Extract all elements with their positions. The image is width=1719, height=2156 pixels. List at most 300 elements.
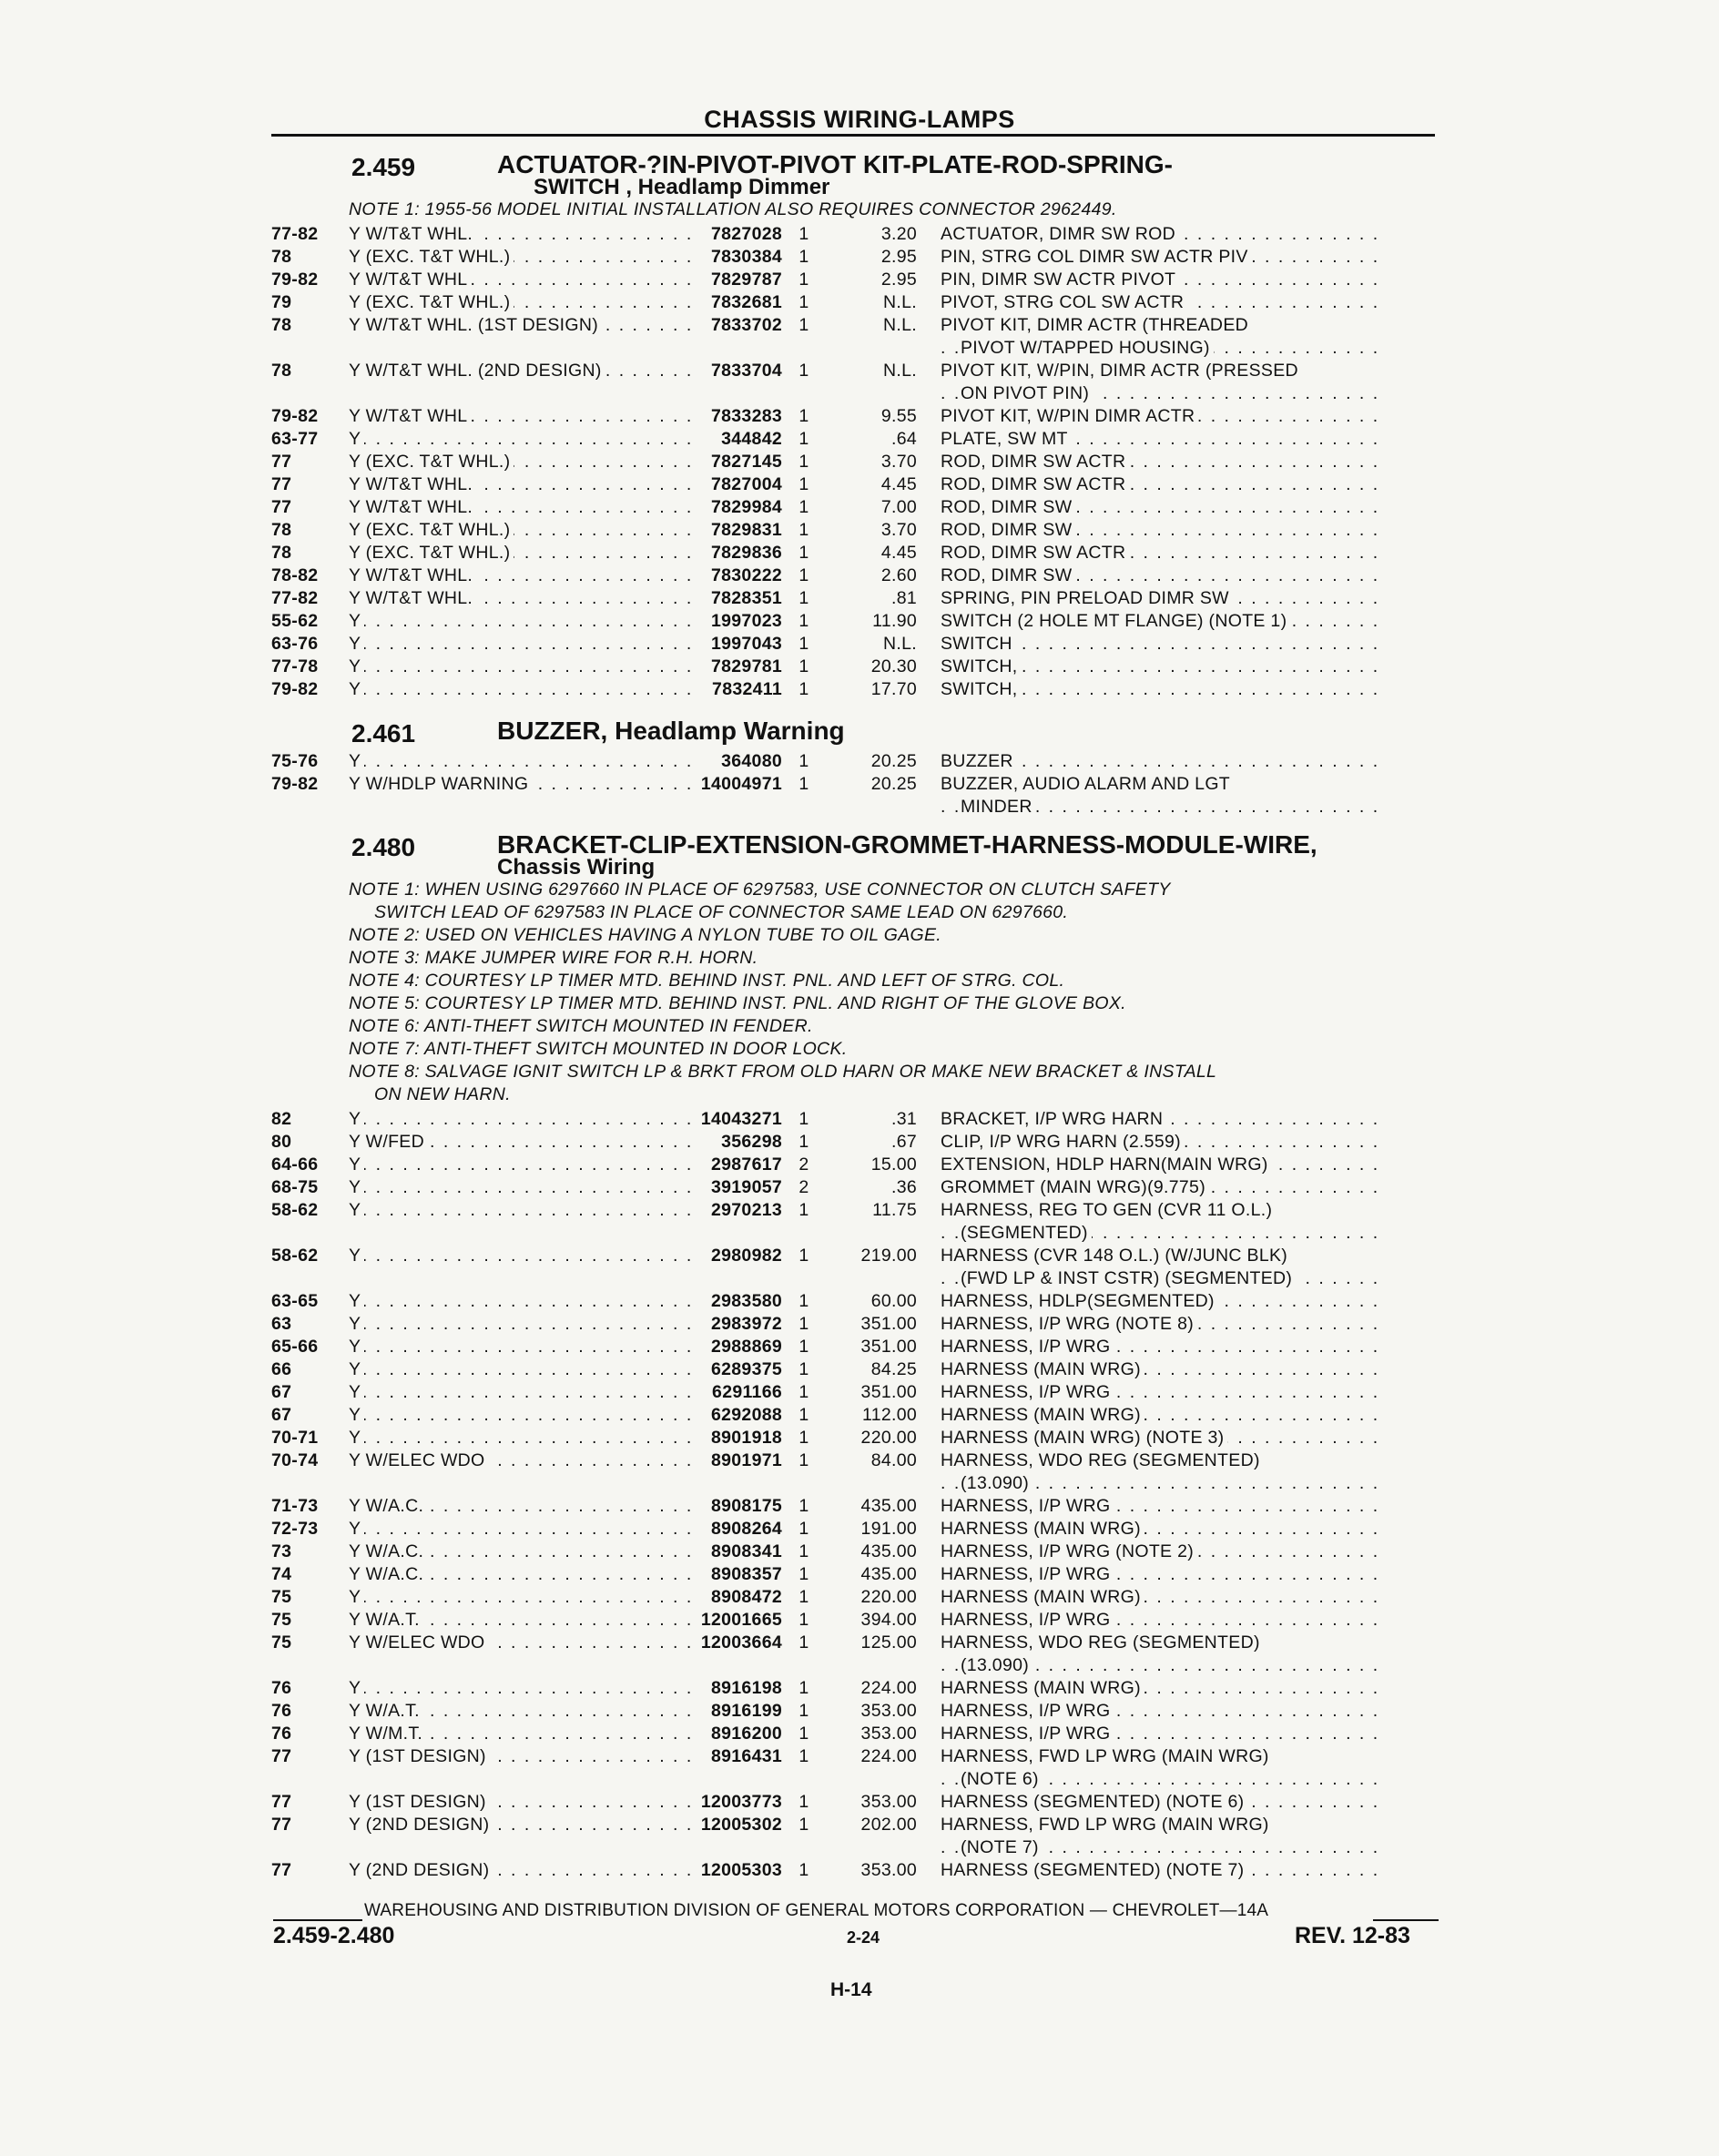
description-line <box>941 633 1387 656</box>
section-heading <box>271 830 1455 880</box>
description-line <box>941 1449 1387 1472</box>
description-text: ACTUATOR, DIMR SW ROD <box>941 224 1179 244</box>
application <box>349 291 691 314</box>
note-line: NOTE 6: ANTI-THEFT SWITCH MOUNTED IN FENDER. <box>349 1016 813 1036</box>
section-subtitle: SWITCH , Headlamp Dimmer <box>534 175 830 199</box>
section-number: 2.480 <box>351 833 416 861</box>
application <box>349 1358 691 1381</box>
list-price: 4.45 <box>880 543 917 563</box>
page-title: CHASSIS WIRING-LAMPS <box>704 106 1015 133</box>
application-text: Y <box>349 1428 364 1448</box>
table-row <box>271 610 1455 633</box>
application-text: Y <box>349 679 364 699</box>
description-line <box>941 1791 1387 1814</box>
application <box>349 587 691 610</box>
part-number: 8908472 <box>710 1587 782 1607</box>
quantity: 1 <box>798 656 809 676</box>
application-text: Y <box>349 1200 364 1220</box>
application-text: Y <box>349 656 364 676</box>
application-text: Y (1ST DESIGN) <box>349 1746 490 1766</box>
description <box>917 1313 1387 1336</box>
description-line <box>941 678 1387 701</box>
quantity: 1 <box>798 679 809 699</box>
description-text: SWITCH, <box>941 656 1021 676</box>
model-years: 58-62 <box>271 1200 319 1220</box>
description-text: BRACKET, I/P WRG HARN <box>941 1109 1166 1129</box>
application-text: Y <box>349 1177 364 1197</box>
description-line <box>941 1745 1387 1768</box>
quantity: 1 <box>798 565 809 585</box>
application <box>349 360 691 405</box>
list-price: 9.55 <box>880 406 917 426</box>
description-text: ROD, DIMR SW <box>941 520 1075 540</box>
quantity: 1 <box>798 1632 809 1653</box>
part-number: 2983580 <box>710 1291 782 1311</box>
model-years: 67 <box>271 1405 292 1425</box>
section-2-459 <box>271 150 1455 701</box>
description <box>917 1700 1387 1723</box>
quantity: 2 <box>798 1154 809 1175</box>
table-row <box>271 1131 1455 1154</box>
description-text: HARNESS, I/P WRG <box>941 1724 1114 1744</box>
part-number: 12005303 <box>700 1860 782 1880</box>
list-price: N.L. <box>883 361 917 381</box>
quantity: 1 <box>798 452 809 472</box>
application <box>349 1313 691 1336</box>
description <box>917 1791 1387 1814</box>
part-number: 2980982 <box>710 1246 782 1266</box>
application <box>349 473 691 496</box>
model-years: 79-82 <box>271 774 319 794</box>
list-price: 353.00 <box>860 1860 917 1880</box>
description <box>917 564 1387 587</box>
quantity: 1 <box>798 1405 809 1425</box>
section-title: ACTUATOR-?IN-PIVOT-PIVOT KIT-PLATE-ROD-SPRING- <box>497 150 1173 178</box>
description-text: SWITCH (2 HOLE MT FLANGE) (NOTE 1) <box>941 611 1290 631</box>
model-years: 79-82 <box>271 679 319 699</box>
part-number: 14043271 <box>700 1109 782 1129</box>
table-row <box>271 428 1455 451</box>
quantity: 1 <box>798 429 809 449</box>
application <box>349 1609 691 1632</box>
model-years: 70-71 <box>271 1428 319 1448</box>
description <box>917 1404 1387 1427</box>
description-line <box>941 451 1387 473</box>
list-price: 351.00 <box>860 1314 917 1334</box>
quantity: 1 <box>798 774 809 794</box>
model-years: 75 <box>271 1610 292 1630</box>
description-text: (FWD LP & INST CSTR) (SEGMENTED) <box>961 1268 1296 1288</box>
description <box>917 750 1387 773</box>
description-line <box>941 773 1387 796</box>
part-number: 7829781 <box>710 656 782 676</box>
description <box>917 1677 1387 1700</box>
list-price: 20.25 <box>870 751 917 771</box>
table-row <box>271 451 1455 473</box>
model-years: 77 <box>271 1815 292 1835</box>
quantity: 1 <box>798 497 809 517</box>
application <box>349 678 691 701</box>
description <box>917 1518 1387 1541</box>
list-price: 11.90 <box>872 611 917 631</box>
description-text: HARNESS, I/P WRG <box>941 1382 1114 1402</box>
application-text: Y <box>349 1359 364 1379</box>
list-price: 15.00 <box>870 1154 917 1175</box>
quantity: 1 <box>798 1587 809 1607</box>
list-price: 220.00 <box>860 1428 917 1448</box>
description-text: HARNESS (MAIN WRG) <box>941 1678 1144 1698</box>
description-line <box>941 1563 1387 1586</box>
description-line <box>941 1609 1387 1632</box>
list-price: 2.95 <box>880 247 917 267</box>
quantity: 1 <box>798 1610 809 1630</box>
description-line <box>941 1222 1387 1245</box>
table-row <box>271 473 1455 496</box>
table-row <box>271 1199 1455 1245</box>
application-text: Y <box>349 1519 364 1539</box>
application-text: Y <box>349 1154 364 1175</box>
model-years: 77 <box>271 474 292 494</box>
description-line <box>941 1108 1387 1131</box>
description <box>917 1541 1387 1563</box>
description-line <box>941 1176 1387 1199</box>
description <box>917 1131 1387 1154</box>
model-years: 67 <box>271 1382 292 1402</box>
description-line <box>941 1427 1387 1449</box>
application <box>349 496 691 519</box>
application <box>349 542 691 564</box>
model-years: 78-82 <box>271 565 319 585</box>
section-heading <box>271 150 1455 199</box>
application-text: Y W/A.C. <box>349 1564 427 1584</box>
description <box>917 451 1387 473</box>
application <box>349 1745 691 1791</box>
application-text: Y <box>349 1678 364 1698</box>
description-line <box>941 1836 1387 1859</box>
list-price: 3.20 <box>880 224 917 244</box>
model-years: 78 <box>271 520 292 540</box>
section-notes <box>349 198 1455 221</box>
quantity: 1 <box>798 1724 809 1744</box>
model-years: 77 <box>271 452 292 472</box>
description <box>917 519 1387 542</box>
part-number: 12003773 <box>700 1792 782 1812</box>
description-line <box>941 1814 1387 1836</box>
list-price: N.L. <box>883 634 917 654</box>
list-price: 20.30 <box>870 656 917 676</box>
list-price: 435.00 <box>860 1496 917 1516</box>
part-number: 7829836 <box>710 543 782 563</box>
table-row <box>271 1791 1455 1814</box>
application <box>349 750 691 773</box>
table-row <box>271 1563 1455 1586</box>
description-line <box>941 542 1387 564</box>
part-number: 356298 <box>721 1132 782 1152</box>
model-years: 66 <box>271 1359 292 1379</box>
application-text: Y <box>349 1337 364 1357</box>
parts-table <box>271 223 1455 701</box>
description-line <box>941 360 1387 382</box>
description <box>917 1632 1387 1677</box>
part-number: 6289375 <box>710 1359 782 1379</box>
part-number: 7833283 <box>710 406 782 426</box>
list-price: 84.00 <box>870 1450 917 1470</box>
application-text: Y W/M.T. <box>349 1724 426 1744</box>
table-row <box>271 291 1455 314</box>
list-price: .36 <box>890 1177 917 1197</box>
quantity: 1 <box>798 634 809 654</box>
application-text: Y (EXC. T&T WHL.) <box>349 292 514 312</box>
part-number: 7827145 <box>710 452 782 472</box>
application-text: Y (EXC. T&T WHL.) <box>349 452 514 472</box>
description <box>917 542 1387 564</box>
description <box>917 633 1387 656</box>
table-row <box>271 633 1455 656</box>
description-text: SWITCH <box>941 634 1016 654</box>
part-number: 7827004 <box>710 474 782 494</box>
application <box>349 1541 691 1563</box>
list-price: 11.75 <box>872 1200 917 1220</box>
description-text: HARNESS (SEGMENTED) (NOTE 6) <box>941 1792 1247 1812</box>
description-text: PIN, STRG COL DIMR SW ACTR PIV <box>941 247 1252 267</box>
description-line <box>941 496 1387 519</box>
part-number: 2970213 <box>710 1200 782 1220</box>
application <box>349 1723 691 1745</box>
part-number: 7832681 <box>710 292 782 312</box>
table-row <box>271 223 1455 246</box>
application <box>349 451 691 473</box>
table-row <box>271 1518 1455 1541</box>
section-number: 2.459 <box>351 153 416 181</box>
application <box>349 223 691 246</box>
application <box>349 1381 691 1404</box>
description <box>917 587 1387 610</box>
model-years: 63-76 <box>271 634 319 654</box>
description-text: HARNESS, WDO REG (SEGMENTED) <box>941 1450 1264 1470</box>
application-text: Y W/A.C. <box>349 1496 427 1516</box>
description <box>917 269 1387 291</box>
table-row <box>271 1449 1455 1495</box>
application <box>349 1632 691 1677</box>
part-number: 7827028 <box>710 224 782 244</box>
quantity: 1 <box>798 1132 809 1152</box>
table-row <box>271 1427 1455 1449</box>
page-number: H-14 <box>830 1979 872 2000</box>
application-text: Y (EXC. T&T WHL.) <box>349 543 514 563</box>
description-line <box>941 1700 1387 1723</box>
model-years: 68-75 <box>271 1177 319 1197</box>
description-line <box>941 473 1387 496</box>
application-text: Y <box>349 429 364 449</box>
description-text: (13.090) <box>961 1655 1032 1675</box>
quantity: 1 <box>798 1519 809 1539</box>
description <box>917 1609 1387 1632</box>
quantity: 1 <box>798 292 809 312</box>
application-text: Y W/T&T WHL. <box>349 588 476 608</box>
application-text: Y <box>349 1291 364 1311</box>
description-line <box>941 405 1387 428</box>
description-text: (SEGMENTED) <box>961 1223 1092 1243</box>
section-2-480 <box>271 830 1455 1882</box>
table-row <box>271 587 1455 610</box>
application <box>349 1586 691 1609</box>
application-text: Y <box>349 1382 364 1402</box>
quantity: 1 <box>798 1541 809 1561</box>
description <box>917 473 1387 496</box>
description-line <box>941 564 1387 587</box>
application <box>349 1176 691 1199</box>
description-text: HARNESS (MAIN WRG) <box>941 1587 1144 1607</box>
application <box>349 1290 691 1313</box>
description-line <box>941 1586 1387 1609</box>
table-row <box>271 1290 1455 1313</box>
model-years: 78 <box>271 543 292 563</box>
description <box>917 1245 1387 1290</box>
model-years: 64-66 <box>271 1154 319 1175</box>
description-text: HARNESS, REG TO GEN (CVR 11 O.L.) <box>941 1200 1276 1220</box>
application-text: Y (EXC. T&T WHL.) <box>349 520 514 540</box>
description-text: HARNESS, FWD LP WRG (MAIN WRG) <box>941 1746 1273 1766</box>
description <box>917 223 1387 246</box>
description-text: HARNESS (MAIN WRG) <box>941 1519 1144 1539</box>
part-number: 8916198 <box>710 1678 782 1698</box>
part-number: 1997043 <box>710 634 782 654</box>
description-line <box>941 1336 1387 1358</box>
model-years: 77 <box>271 1746 292 1766</box>
table-row <box>271 1745 1455 1791</box>
description <box>917 1381 1387 1404</box>
application-text: Y W/FED <box>349 1132 428 1152</box>
table-row <box>271 1700 1455 1723</box>
section-heading <box>271 719 1455 748</box>
table-row <box>271 1108 1455 1131</box>
description-line <box>941 1267 1387 1290</box>
application-text: Y W/T&T WHL. <box>349 474 476 494</box>
list-price: 219.00 <box>860 1246 917 1266</box>
list-price: .31 <box>890 1109 917 1129</box>
table-row <box>271 773 1455 819</box>
quantity: 1 <box>798 1450 809 1470</box>
description-text: MINDER <box>961 797 1036 817</box>
description-text: PIVOT KIT, DIMR ACTR (THREADED <box>941 315 1252 335</box>
description-line <box>941 796 1387 819</box>
table-row <box>271 750 1455 773</box>
description-text: BUZZER <box>941 751 1017 771</box>
application-text: Y W/T&T WHL. <box>349 497 476 517</box>
model-years: 72-73 <box>271 1519 319 1539</box>
footer-rule-right <box>1373 1919 1439 1921</box>
model-years: 78 <box>271 315 292 335</box>
description-text: PIVOT KIT, W/PIN DIMR ACTR <box>941 406 1198 426</box>
model-years: 79-82 <box>271 270 319 290</box>
description-line <box>941 1404 1387 1427</box>
application <box>349 1495 691 1518</box>
description-line <box>941 428 1387 451</box>
description-line <box>941 656 1387 678</box>
part-number: 2983972 <box>710 1314 782 1334</box>
section-title-block <box>497 830 1317 880</box>
application-text: Y <box>349 1587 364 1607</box>
quantity: 1 <box>798 224 809 244</box>
model-years: 77-82 <box>271 224 319 244</box>
description-text: HARNESS (SEGMENTED) (NOTE 7) <box>941 1860 1247 1880</box>
model-years: 55-62 <box>271 611 319 631</box>
section-notes <box>349 879 1455 1106</box>
list-price: 84.25 <box>870 1359 917 1379</box>
model-years: 58-62 <box>271 1246 319 1266</box>
description-text: HARNESS, HDLP(SEGMENTED) <box>941 1291 1218 1311</box>
application-text: Y (2ND DESIGN) <box>349 1860 493 1880</box>
part-number: 2987617 <box>710 1154 782 1175</box>
application-text: Y W/A.T. <box>349 1610 423 1630</box>
quantity: 1 <box>798 1815 809 1835</box>
part-number: 7833704 <box>710 361 782 381</box>
part-number: 6291166 <box>712 1382 782 1402</box>
description <box>917 1290 1387 1313</box>
description <box>917 1336 1387 1358</box>
description <box>917 1358 1387 1381</box>
part-number: 7829831 <box>710 520 782 540</box>
description-line <box>941 1472 1387 1495</box>
application-text: Y W/T&T WHL. <box>349 565 476 585</box>
quantity: 1 <box>798 270 809 290</box>
application-text: Y W/A.C. <box>349 1541 427 1561</box>
part-number: 8908175 <box>710 1496 782 1516</box>
application <box>349 1131 691 1154</box>
quantity: 2 <box>798 1177 809 1197</box>
application-text: Y <box>349 611 364 631</box>
description <box>917 1563 1387 1586</box>
table-row <box>271 1632 1455 1677</box>
part-number: 7829984 <box>710 497 782 517</box>
description <box>917 291 1387 314</box>
table-row <box>271 564 1455 587</box>
list-price: 394.00 <box>860 1610 917 1630</box>
description <box>917 773 1387 819</box>
table-row <box>271 1859 1455 1882</box>
description-line <box>941 1518 1387 1541</box>
list-price: 17.70 <box>870 679 917 699</box>
application-text: Y (1ST DESIGN) <box>349 1792 490 1812</box>
description-text: HARNESS, I/P WRG <box>941 1701 1114 1721</box>
part-number: 8916200 <box>710 1724 782 1744</box>
description-text: EXTENSION, HDLP HARN(MAIN WRG) <box>941 1154 1272 1175</box>
quantity: 1 <box>798 588 809 608</box>
application-text: Y W/T&T WHL. <box>349 224 476 244</box>
part-number: 7830222 <box>710 565 782 585</box>
table-row <box>271 656 1455 678</box>
application <box>349 633 691 656</box>
footer-credit: WAREHOUSING AND DISTRIBUTION DIVISION OF GENERAL MOTORS CORPORATION — CHEVROLET—14A <box>364 1901 1269 1920</box>
description-text: HARNESS, WDO REG (SEGMENTED) <box>941 1632 1264 1653</box>
description-line <box>941 610 1387 633</box>
table-row <box>271 1358 1455 1381</box>
list-price: 353.00 <box>860 1724 917 1744</box>
quantity: 1 <box>798 751 809 771</box>
quantity: 1 <box>798 1701 809 1721</box>
application-text: Y W/ELEC WDO <box>349 1632 489 1653</box>
part-number: 7830384 <box>710 247 782 267</box>
description-line <box>941 1131 1387 1154</box>
part-number: 12003664 <box>700 1632 782 1653</box>
list-price: .64 <box>890 429 917 449</box>
application <box>349 1518 691 1541</box>
model-years: 73 <box>271 1541 292 1561</box>
model-years: 77-78 <box>271 656 319 676</box>
description <box>917 1108 1387 1131</box>
application-text: Y <box>349 1314 364 1334</box>
application <box>349 1108 691 1131</box>
